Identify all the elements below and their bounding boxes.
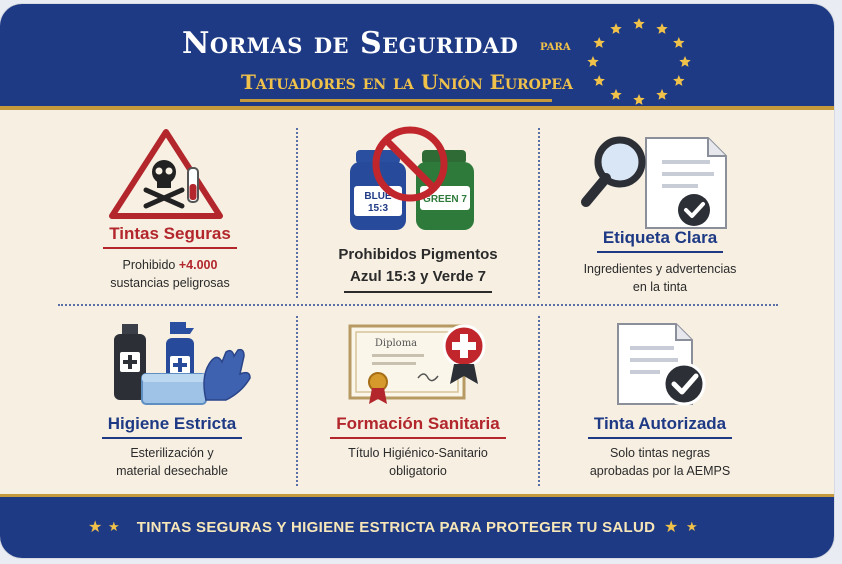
cell-tinta-autorizada (540, 310, 780, 490)
cell-title: Tinta Autorizada (588, 414, 732, 439)
cell-formacion-sanitaria (298, 310, 538, 490)
eu-star (633, 94, 644, 105)
magnifier-document-icon (576, 132, 746, 232)
cell-description (540, 444, 780, 480)
eu-star (656, 23, 667, 34)
cell-title: Tintas Seguras (103, 224, 237, 249)
eu-star (633, 18, 644, 29)
star-icon: ★ (108, 519, 120, 534)
cell-etiqueta-clara (540, 122, 780, 302)
title-suffix: para (540, 38, 571, 54)
star-icon: ★ (664, 519, 679, 536)
cell-title: Prohibidos Pigmentos (338, 246, 498, 263)
desc-text: aprobadas por la AEMPS (589, 464, 731, 478)
approved-document-icon (604, 320, 714, 408)
prohibited-pigments-icon (338, 124, 498, 234)
jar-label: GREEN 7 (423, 194, 467, 205)
footer-banner (0, 494, 834, 558)
eu-star (679, 56, 690, 67)
eu-star (656, 89, 667, 100)
cell-title-line2: Azul 15:3 y Verde 7 (344, 266, 492, 293)
desc-text: Ingredientes y advertencias (583, 262, 737, 276)
page-title: Normas de Seguridad (182, 26, 519, 61)
eu-star (673, 75, 684, 86)
cell-title: Higiene Estricta (102, 414, 243, 439)
cleaning-supplies-icon (102, 316, 252, 408)
subtitle-underline (240, 99, 552, 102)
star-icon: ★ (88, 519, 103, 536)
desc-text: Prohibido (122, 258, 179, 272)
star-icon: ★ (686, 519, 698, 534)
eu-star (594, 75, 605, 86)
jar-label: 15:3 (367, 203, 389, 214)
cell-description (50, 256, 290, 292)
cell-tintas-seguras (50, 122, 290, 302)
desc-highlight: +4.000 (178, 258, 218, 272)
header-banner (0, 4, 834, 110)
cell-title: Formación Sanitaria (330, 414, 505, 439)
eu-stars-icon (584, 18, 694, 106)
infographic-card (0, 4, 834, 558)
eu-star (610, 89, 621, 100)
cell-higiene-estricta (52, 310, 292, 490)
desc-text: material desechable (116, 464, 228, 478)
cell-prohibidos-pigmentos (298, 122, 538, 302)
cell-description (298, 444, 538, 480)
desc-text: sustancias peligrosas (110, 276, 230, 290)
eu-star (673, 37, 684, 48)
diploma-label: Diploma (374, 338, 418, 349)
desc-text: Título Higiénico-Sanitario (348, 446, 488, 460)
cell-description (52, 444, 292, 480)
footer-slogan: TINTAS SEGURAS Y HIGIENE ESTRICTA PARA PROTEGER TU SALUD (136, 519, 656, 536)
jar-label: BLUE (364, 191, 392, 202)
eu-star (610, 23, 621, 34)
page-subtitle: Tatuadores en la Unión Europea (241, 70, 573, 94)
desc-text: Esterilización y (130, 446, 214, 460)
desc-text: obligatorio (389, 464, 447, 478)
cell-description (540, 260, 780, 296)
eu-star (587, 56, 598, 67)
desc-text: Solo tintas negras (609, 446, 711, 460)
cell-title: Etiqueta Clara (597, 228, 723, 253)
diploma-icon (338, 320, 498, 408)
desc-text: en la tinta (632, 280, 688, 294)
divider-horizontal (58, 304, 778, 306)
eu-star (594, 37, 605, 48)
skull-warning-icon (106, 126, 226, 222)
